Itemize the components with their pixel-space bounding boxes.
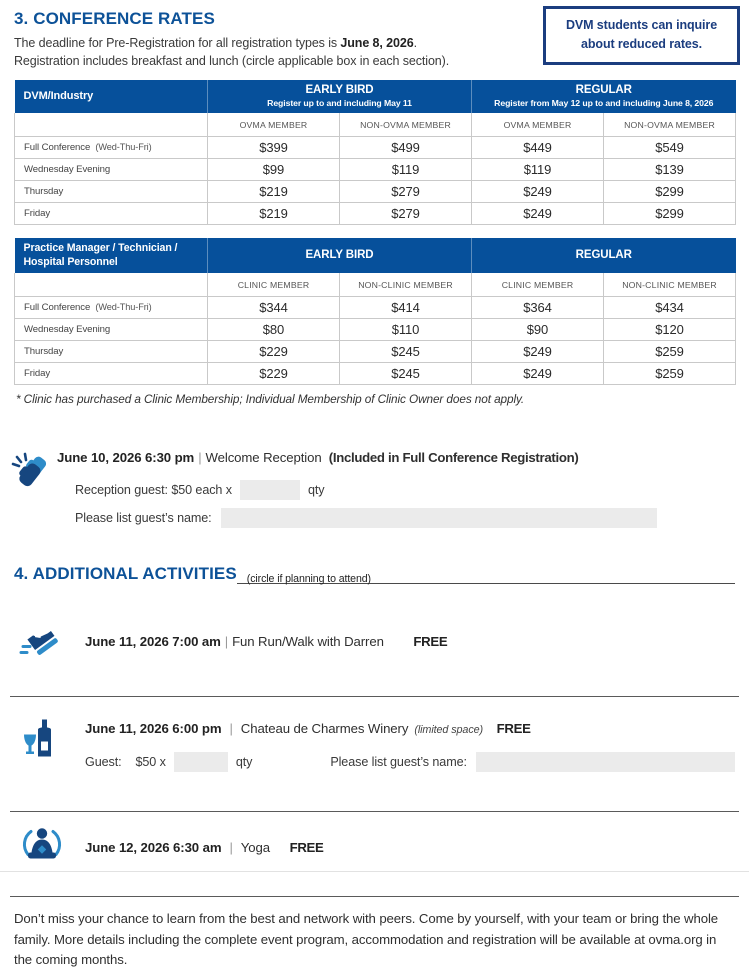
regular-header: REGULAR Register from May 12 up to and including June 8, 2026 <box>472 80 736 113</box>
section4-heading <box>14 564 735 584</box>
price-cell[interactable]: $249 <box>472 180 604 202</box>
table-row <box>15 319 736 341</box>
wine-bottle-glass-icon <box>18 716 62 771</box>
table-row <box>15 136 736 158</box>
early-bird-header: EARLY BIRD Register up to and including May 11 <box>208 80 472 113</box>
divider-line <box>10 896 739 897</box>
event-name: Welcome Reception <box>205 450 322 466</box>
event-name: Yoga <box>240 839 270 855</box>
table-header-band <box>15 80 736 113</box>
reception-title-line: June 10, 2026 6:30 pm | Welcome Reception (Included in Full Conference Registration) <box>57 450 579 466</box>
price-cell[interactable]: $139 <box>604 158 736 180</box>
row-label: Wednesday Evening <box>15 158 208 180</box>
row-label: Friday <box>15 363 208 385</box>
dvm-industry-rates-table <box>14 80 736 225</box>
price-cell[interactable]: $279 <box>340 180 472 202</box>
event-note: (Included in Full Conference Registration) <box>328 450 579 466</box>
meditation-icon <box>18 821 66 874</box>
column-header: CLINIC MEMBER <box>208 273 340 297</box>
event-date: June 12, 2026 6:30 am <box>85 839 222 855</box>
practice-manager-rates-table <box>14 238 736 386</box>
price-cell[interactable]: $259 <box>604 341 736 363</box>
price-cell[interactable]: $499 <box>340 136 472 158</box>
price-cell[interactable]: $299 <box>604 180 736 202</box>
price-cell[interactable]: $219 <box>208 180 340 202</box>
table-row <box>15 363 736 385</box>
intro-text: The deadline for Pre-Registration for all registration types is June 8, 2026. Registration includes breakfast and lunch (circle applicable box in each section). <box>14 36 450 69</box>
price-cell[interactable]: $279 <box>340 202 472 224</box>
price-cell[interactable]: $249 <box>472 202 604 224</box>
free-label[interactable]: FREE <box>496 721 531 737</box>
table-row <box>15 158 736 180</box>
reception-guest-line: Reception guest: $50 each x qty <box>75 480 735 500</box>
price-cell[interactable]: $434 <box>604 297 736 319</box>
price-cell[interactable]: $344 <box>208 297 340 319</box>
price-cell[interactable]: $110 <box>340 319 472 341</box>
dvm-students-callout: DVM students can inquire about reduced rates. <box>543 6 740 65</box>
row-label: Friday <box>15 202 208 224</box>
reception-guest-name-input[interactable] <box>221 508 657 528</box>
price-cell[interactable]: $90 <box>472 319 604 341</box>
early-bird-header: EARLY BIRD <box>208 238 472 274</box>
table-title: DVM/Industry <box>15 80 208 113</box>
price-cell[interactable]: $249 <box>472 341 604 363</box>
price-cell[interactable]: $229 <box>208 363 340 385</box>
event-name: Fun Run/Walk with Darren <box>232 633 384 649</box>
table-row <box>15 341 736 363</box>
price-cell[interactable]: $549 <box>604 136 736 158</box>
column-header: NON-OVMA MEMBER <box>604 113 736 137</box>
running-shoe-icon <box>18 616 64 667</box>
regular-header: REGULAR <box>472 238 736 274</box>
section3-title: 3. CONFERENCE RATES <box>14 9 215 28</box>
welcome-reception-block <box>14 450 735 534</box>
price-cell[interactable]: $99 <box>208 158 340 180</box>
yoga-title-line: June 12, 2026 6:30 am | Yoga FREE <box>85 839 324 855</box>
price-cell[interactable]: $245 <box>340 363 472 385</box>
table-header-band <box>15 238 736 274</box>
winery-activity <box>14 697 735 789</box>
winery-guest-name-input[interactable] <box>476 752 735 772</box>
section4-subtitle: (circle if planning to attend) <box>237 570 735 584</box>
closing-paragraph: Don’t miss your chance to learn from the best and network with peers. Come by yourself, with your team or bring the whole family. More details including the complete event program, accommodation and registration will be available at ovma.org in the coming months. <box>14 911 719 968</box>
reception-qty-input[interactable] <box>240 480 300 500</box>
row-label: Full Conference (Wed-Thu-Fri) <box>15 136 208 158</box>
price-cell[interactable]: $229 <box>208 341 340 363</box>
row-label: Thursday <box>15 341 208 363</box>
section4-title: 4. ADDITIONAL ACTIVITIES <box>14 564 237 584</box>
price-cell[interactable]: $259 <box>604 363 736 385</box>
event-date: June 10, 2026 6:30 pm <box>57 450 195 466</box>
price-cell[interactable]: $119 <box>340 158 472 180</box>
column-header: OVMA MEMBER <box>208 113 340 137</box>
winery-guest-line: Guest: $50 x qty Please list guest’s name: <box>85 752 735 772</box>
price-cell[interactable]: $120 <box>604 319 736 341</box>
deadline-text: The deadline for Pre-Registration for all registration types is <box>14 36 341 50</box>
price-cell[interactable]: $364 <box>472 297 604 319</box>
winery-title-line: June 11, 2026 6:00 pm | Chateau de Charmes Winery (limited space) FREE <box>85 721 531 737</box>
price-cell[interactable]: $449 <box>472 136 604 158</box>
clapping-hands-icon <box>9 450 53 499</box>
fun-run-title-line: June 11, 2026 7:00 am | Fun Run/Walk with Darren FREE <box>85 633 448 649</box>
column-header: NON-CLINIC MEMBER <box>340 273 472 297</box>
row-label: Thursday <box>15 180 208 202</box>
column-header: OVMA MEMBER <box>472 113 604 137</box>
price-cell[interactable]: $119 <box>472 158 604 180</box>
column-header: CLINIC MEMBER <box>472 273 604 297</box>
event-date: June 11, 2026 6:00 pm <box>85 721 222 737</box>
price-cell[interactable]: $414 <box>340 297 472 319</box>
price-cell[interactable]: $299 <box>604 202 736 224</box>
deadline-date: June 8, 2026 <box>340 36 414 50</box>
table-row <box>15 202 736 224</box>
row-label: Wednesday Evening <box>15 319 208 341</box>
limited-space-note: (limited space) <box>414 724 484 737</box>
price-cell[interactable]: $80 <box>208 319 340 341</box>
event-name: Chateau de Charmes Winery <box>240 721 409 737</box>
price-cell[interactable]: $245 <box>340 341 472 363</box>
table-row <box>15 297 736 319</box>
price-cell[interactable]: $249 <box>472 363 604 385</box>
member-type-row <box>15 273 736 297</box>
table-row <box>15 180 736 202</box>
row-label: Full Conference (Wed-Thu-Fri) <box>15 297 208 319</box>
event-date: June 11, 2026 7:00 am <box>85 633 221 649</box>
price-cell[interactable]: $219 <box>208 202 340 224</box>
table-title: Practice Manager / Technician / Hospital Personnel <box>15 238 208 274</box>
winery-qty-input[interactable] <box>174 752 228 772</box>
column-header: NON-OVMA MEMBER <box>340 113 472 137</box>
reception-guest-name-line: Please list guest’s name: <box>75 508 735 528</box>
price-cell[interactable]: $399 <box>208 136 340 158</box>
registration-note: Registration includes breakfast and lunch (circle applicable box in each section). <box>14 54 450 69</box>
free-label[interactable]: FREE <box>289 839 324 855</box>
member-type-row <box>15 113 736 137</box>
column-header: NON-CLINIC MEMBER <box>604 273 736 297</box>
free-label[interactable]: FREE <box>413 633 448 649</box>
clinic-membership-footnote: * Clinic has purchased a Clinic Membership; Individual Membership of Clinic Owner does not apply. <box>16 392 525 407</box>
fun-run-activity <box>14 612 735 670</box>
